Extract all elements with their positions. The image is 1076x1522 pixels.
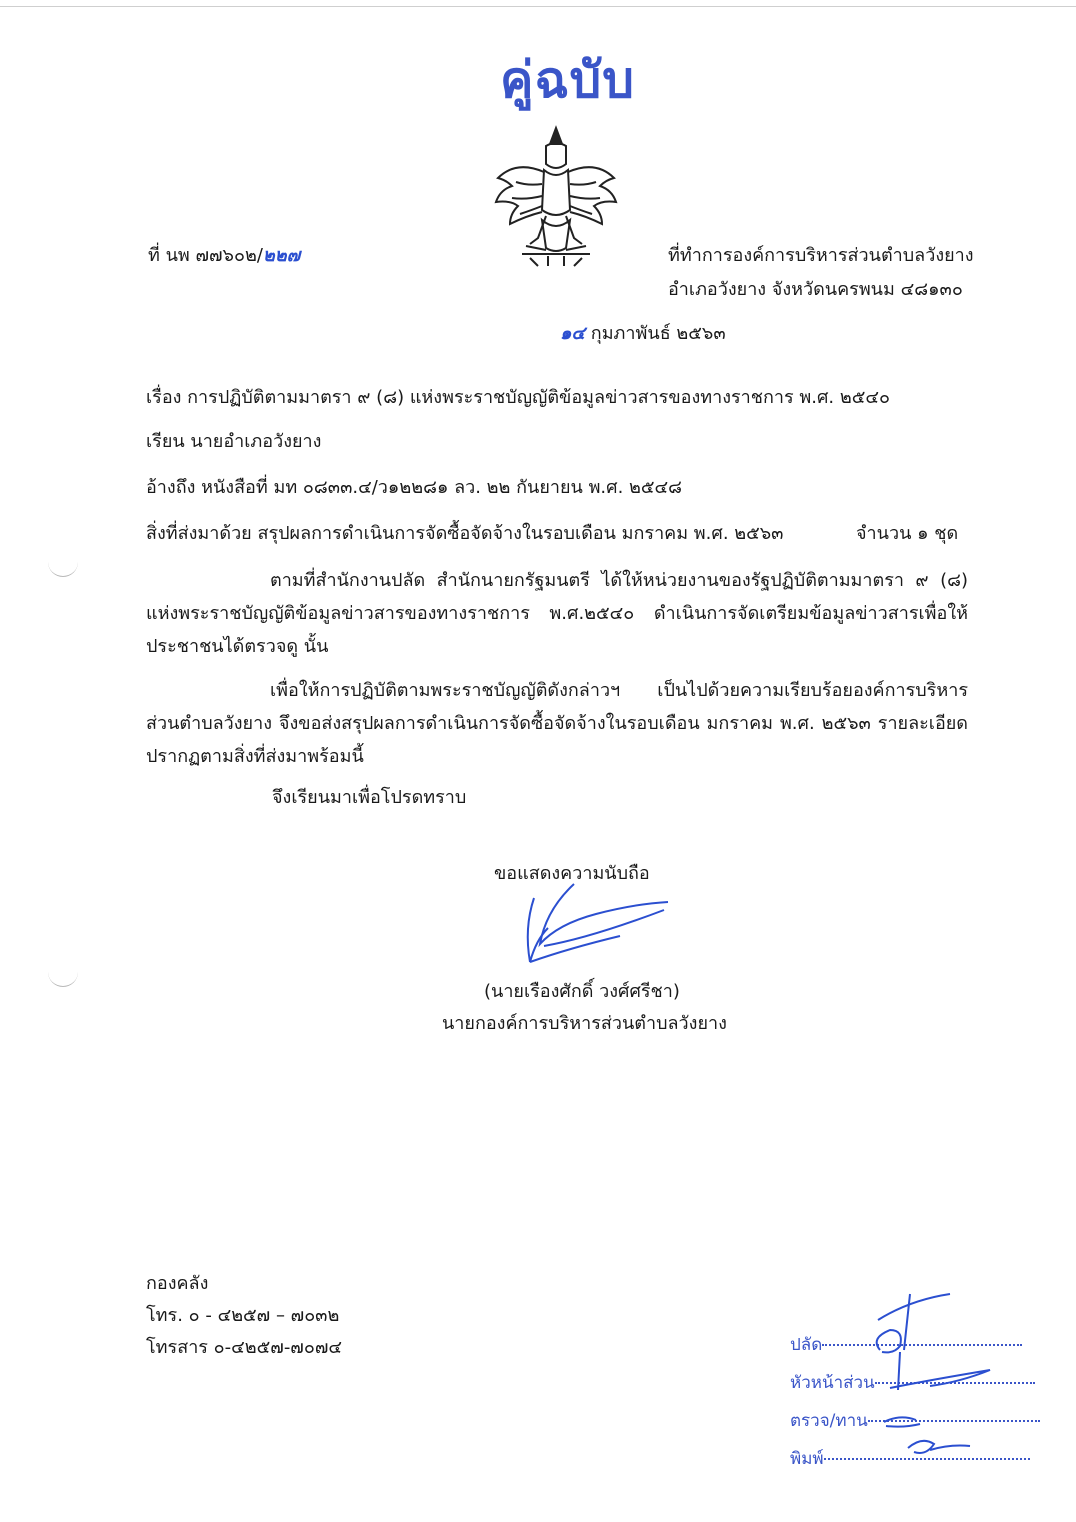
document-number-prefix: ที่ นพ ๗๗๖๐๒/	[148, 245, 263, 266]
signer-position: นายกองค์การบริหารส่วนตำบลวังยาง	[442, 1013, 727, 1034]
closing-sentence: จึงเรียนมาเพื่อโปรดทราบ	[272, 787, 467, 808]
copy-stamp: คู่ฉบับ	[500, 51, 635, 109]
document-number	[148, 244, 300, 268]
initials-label-2: หัวหน้าส่วน	[790, 1373, 875, 1393]
subject-line: เรื่อง การปฏิบัติตามมาตรา ๙ (๘) แห่งพระราชบัญญัติข้อมูลข่าวสารของทางราชการ พ.ศ. ๒๕๔๐	[146, 387, 890, 408]
date-day-handwritten: ๑๔	[560, 323, 586, 344]
initials-label-1: ปลัด	[790, 1335, 823, 1355]
top-scan-line	[0, 6, 1076, 7]
enclosure-count: จำนวน ๑ ชุด	[856, 523, 959, 544]
initials-signatures-icon	[860, 1290, 1010, 1470]
initials-label-3: ตรวจ/ทาน	[790, 1411, 868, 1431]
garuda-emblem-icon	[486, 120, 626, 270]
signer-name: (นายเรืองศักดิ์ วงศ์ศรีชา)	[484, 981, 680, 1002]
punch-hole-bottom	[48, 972, 78, 987]
reference-line: อ้างถึง หนังสือที่ มท ๐๘๓๓.๔/ว๑๒๒๘๑ ลว. ๒๒ กันยายน พ.ศ. ๒๕๔๘	[146, 477, 683, 498]
enclosure-line: สิ่งที่ส่งมาด้วย สรุปผลการดำเนินการจัดซื้อจัดจ้างในรอบเดือน มกราคม พ.ศ. ๒๕๖๓	[146, 523, 784, 544]
paragraph-2: เพื่อให้การปฏิบัติตามพระราชบัญญัติดังกล่าวฯ เป็นไปด้วยความเรียบร้อยองค์การบริหารส่วนตำบลวังยาง จึงขอส่งสรุปผลการดำเนินการจัดซื้อจัดจ้างในรอบเดือน มกราคม พ.ศ. ๒๕๖๓ รายละเอียดปรากฏตามสิ่งที่ส่งมาพร้อมนี้	[146, 680, 968, 767]
footer-fax: โทรสาร ๐-๔๒๕๗-๗๐๗๔	[146, 1337, 342, 1358]
recipient-line: เรียน นายอำเภอวังยาง	[146, 431, 322, 452]
paragraph-1: ตามที่สำนักงานปลัด สำนักนายกรัฐมนตรี ได้ให้หน่วยงานของรัฐปฏิบัติตามมาตรา ๙ (๘) แห่งพระราชบัญญัติข้อมูลข่าวสารของทางราชการ พ.ศ.๒๕๔๐ ดำเนินการจัดเตรียมข้อมูลข่าวสารเพื่อให้ประชาชนได้ตรวจดู นั้น	[146, 570, 968, 657]
footer-department: กองคลัง	[146, 1273, 209, 1294]
initials-label-4: พิมพ์	[790, 1449, 824, 1469]
date-month-year: กุมภาพันธ์ ๒๕๖๓	[590, 323, 726, 344]
office-address-line1: ที่ทำการองค์การบริหารส่วนตำบลวังยาง	[668, 245, 974, 266]
letter-date	[560, 322, 726, 346]
punch-hole-top	[48, 562, 78, 577]
office-address-line2: อำเภอวังยาง จังหวัดนครพนม ๔๘๑๓๐	[668, 279, 963, 300]
footer-phone: โทร. ๐ - ๔๒๕๗ – ๗๐๓๒	[146, 1305, 340, 1326]
document-number-handwritten: ๒๒๗	[262, 245, 301, 266]
signature-icon	[500, 880, 680, 970]
closing-phrase: ขอแสดงความนับถือ	[494, 863, 650, 884]
